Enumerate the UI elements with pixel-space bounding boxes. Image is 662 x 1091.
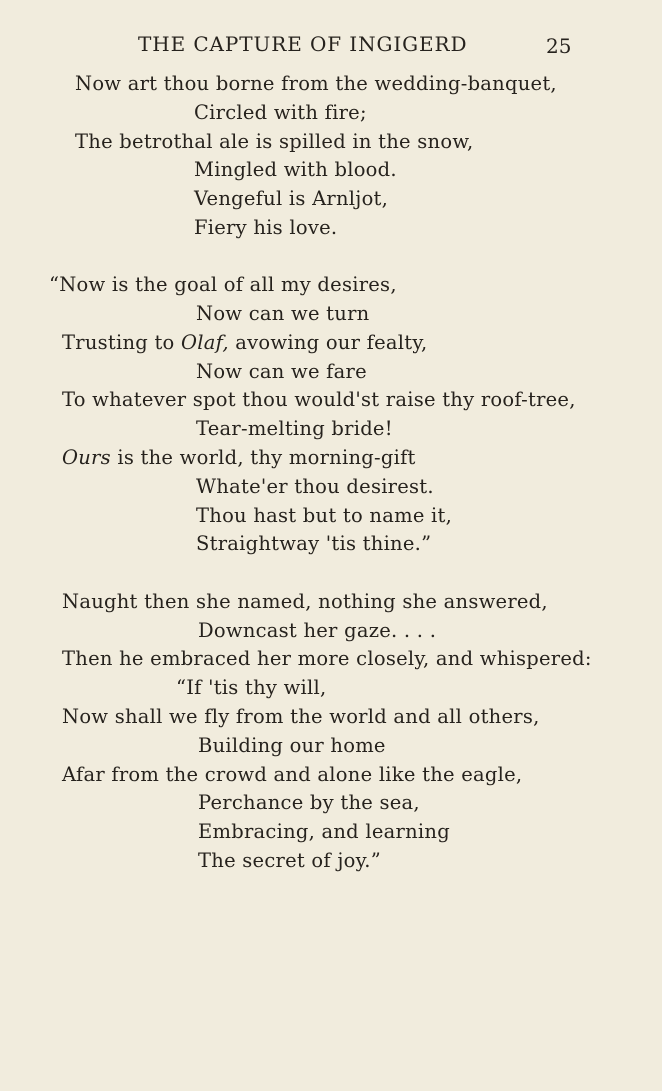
poem-line: Afar from the crowd and alone like the eagle, — [62, 762, 523, 786]
poem-line: The secret of joy.” — [198, 848, 381, 872]
poem-line — [0, 329, 662, 358]
poem-line: Downcast her gaze. . . . — [198, 618, 437, 642]
poem-line: Mingled with blood. — [194, 158, 397, 182]
page-header — [0, 30, 662, 58]
poem-line: Embracing, and learning — [198, 820, 450, 844]
line-text: Trusting to — [62, 330, 181, 354]
line-text: is the world, thy morning-gift — [117, 446, 416, 470]
poem-line: Straightway 'tis thine.” — [196, 532, 432, 556]
poem-body — [0, 70, 662, 876]
poem-line: Vengeful is Arnljot, — [194, 187, 389, 211]
poem-line: Fiery his love. — [194, 215, 338, 239]
poem-line: Now can we fare — [196, 359, 367, 383]
running-title: THE CAPTURE OF INGIGERD — [138, 32, 468, 56]
poem-line — [0, 444, 662, 473]
page-number: 25 — [546, 34, 572, 58]
poem-line: Now can we turn — [196, 302, 370, 326]
poem-line: Perchance by the sea, — [198, 791, 420, 815]
poem-line: “If 'tis thy will, — [176, 676, 327, 700]
word-ours: Ours — [62, 446, 111, 470]
line-text: avowing our fealty, — [235, 330, 428, 354]
poem-line: Now shall we fly from the world and all others, — [62, 704, 540, 728]
poem-line: To whatever spot thou would'st raise thy roof-tree, — [62, 388, 576, 412]
stanza-2 — [0, 271, 662, 559]
poem-line: Building our home — [198, 733, 386, 757]
poem-line: Thou hast but to name it, — [196, 503, 453, 527]
poem-line: Circled with fire; — [194, 100, 367, 124]
stanza-3 — [0, 588, 662, 876]
poem-line: Now art thou borne from the wedding-banquet, — [75, 72, 557, 95]
poem-line: The betrothal ale is spilled in the snow, — [75, 129, 474, 153]
poem-line: Naught then she named, nothing she answered, — [62, 589, 548, 613]
poem-line: “Now is the goal of all my desires, — [49, 273, 397, 297]
poem-line: Tear-melting bride! — [196, 417, 393, 441]
poem-line: Whate'er thou desirest. — [196, 474, 434, 498]
name-olaf: Olaf, — [180, 330, 229, 354]
stanza-1 — [0, 70, 662, 243]
poem-line: Then he embraced her more closely, and whispered: — [62, 647, 592, 671]
